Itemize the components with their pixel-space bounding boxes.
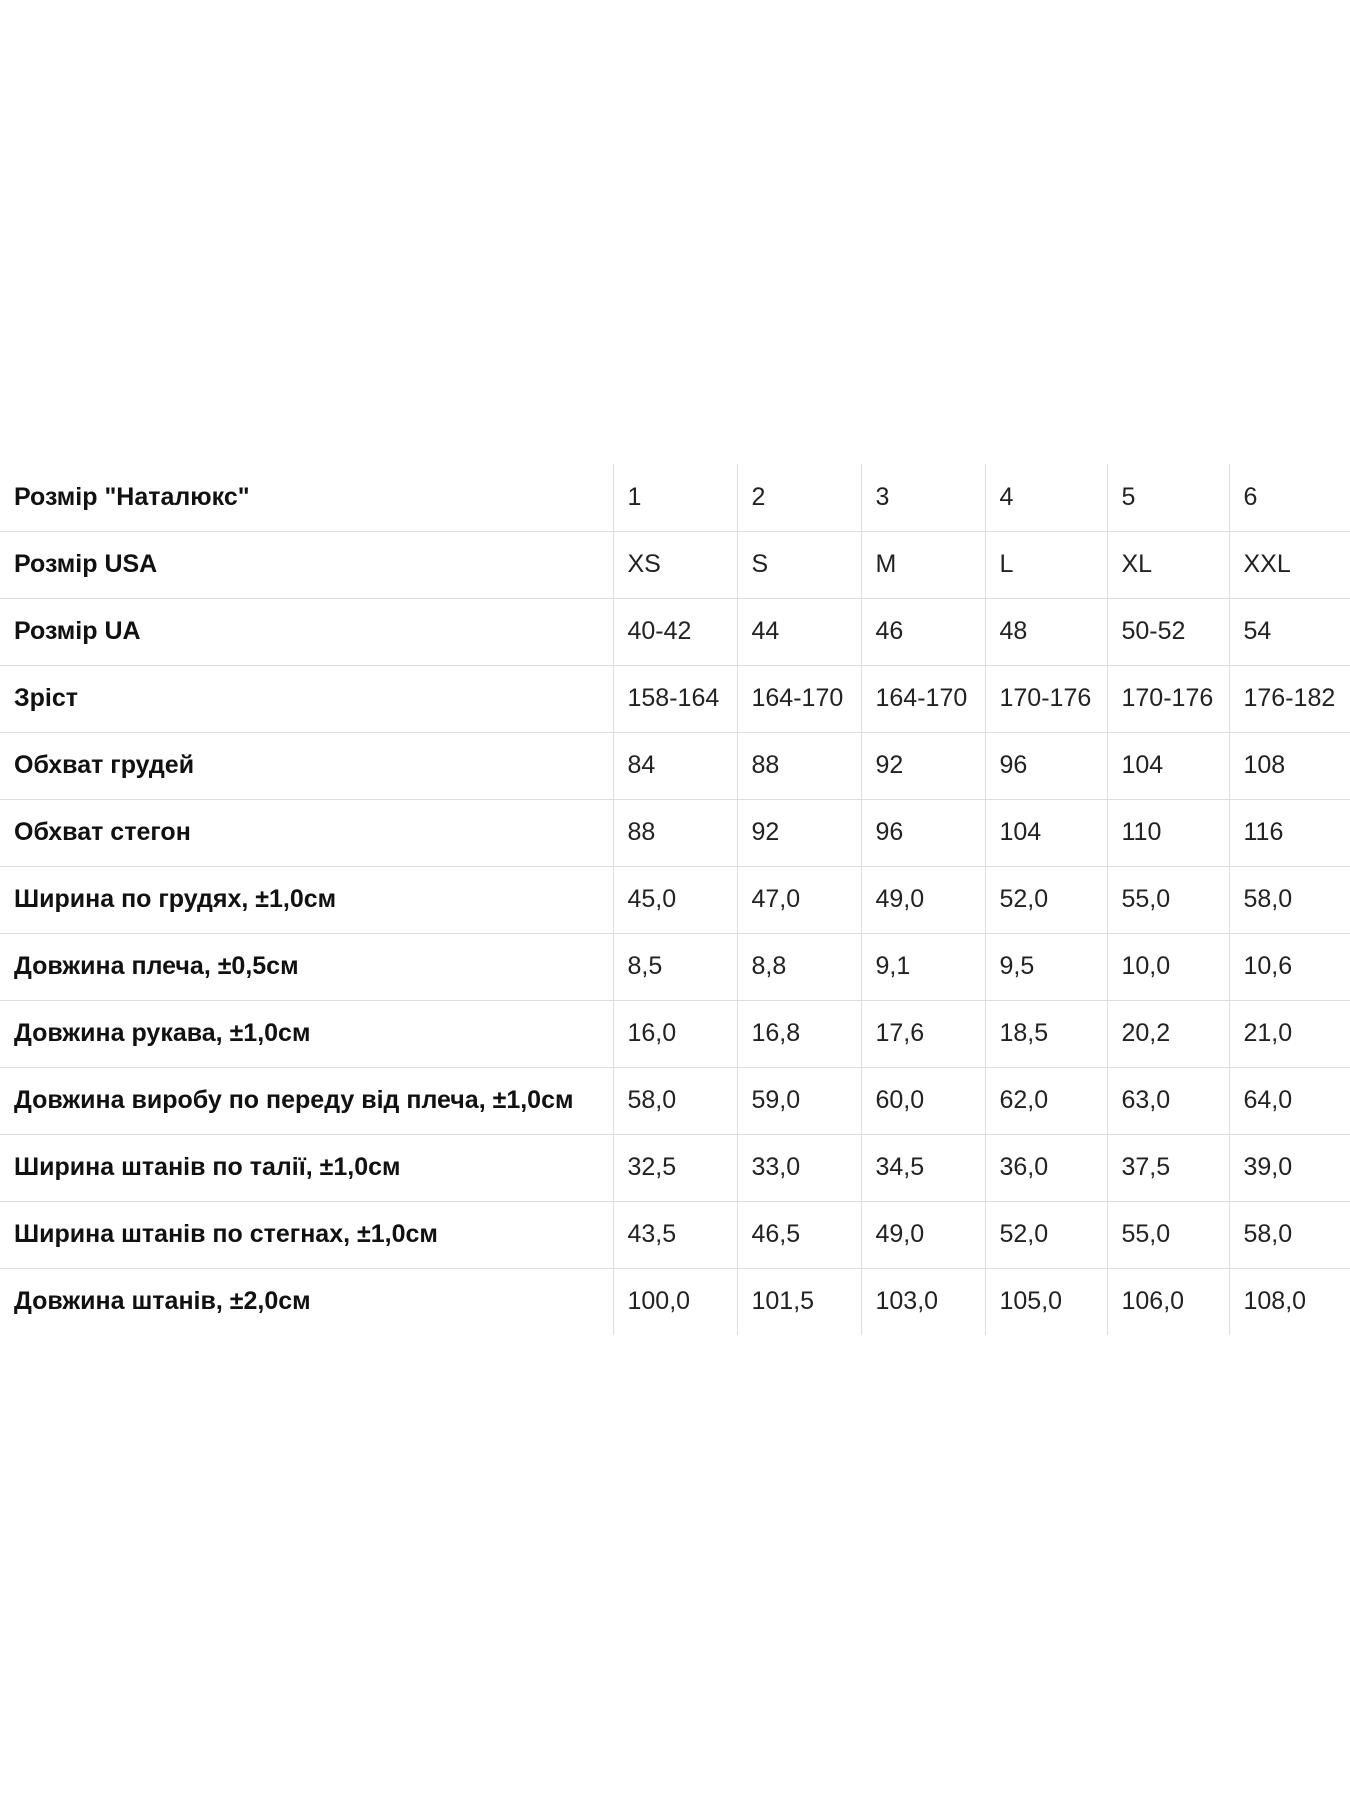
table-row (0, 598, 1350, 665)
table-cell: 46 (861, 598, 985, 665)
table-row (0, 1201, 1350, 1268)
table-cell: 21,0 (1229, 1000, 1350, 1067)
size-chart-table (0, 464, 1350, 1335)
table-cell: 50-52 (1107, 598, 1229, 665)
table-cell: 52,0 (985, 866, 1107, 933)
table-cell: XS (613, 531, 737, 598)
table-cell: 164-170 (737, 665, 861, 732)
table-cell: XL (1107, 531, 1229, 598)
table-cell: 47,0 (737, 866, 861, 933)
table-cell: 10,6 (1229, 933, 1350, 1000)
table-cell: 170-176 (985, 665, 1107, 732)
table-cell: 104 (1107, 732, 1229, 799)
table-cell: 54 (1229, 598, 1350, 665)
table-cell: 8,8 (737, 933, 861, 1000)
table-row (0, 1268, 1350, 1335)
table-cell: 46,5 (737, 1201, 861, 1268)
table-cell: 43,5 (613, 1201, 737, 1268)
table-cell: 58,0 (613, 1067, 737, 1134)
table-row (0, 1134, 1350, 1201)
table-cell: 96 (985, 732, 1107, 799)
table-cell: 63,0 (1107, 1067, 1229, 1134)
table-cell: 59,0 (737, 1067, 861, 1134)
table-cell: 5 (1107, 464, 1229, 531)
row-label: Розмір "Наталюкс" (0, 464, 613, 531)
row-label: Розмір UA (0, 598, 613, 665)
table-cell: 88 (613, 799, 737, 866)
row-label: Довжина плеча, ±0,5см (0, 933, 613, 1000)
table-cell: 108,0 (1229, 1268, 1350, 1335)
table-cell: 88 (737, 732, 861, 799)
table-cell: 16,0 (613, 1000, 737, 1067)
table-cell: 55,0 (1107, 866, 1229, 933)
row-label: Довжина виробу по переду від плеча, ±1,0см (0, 1067, 613, 1134)
table-cell: 3 (861, 464, 985, 531)
table-row (0, 1067, 1350, 1134)
table-cell: 105,0 (985, 1268, 1107, 1335)
table-cell: 103,0 (861, 1268, 985, 1335)
table-cell: 17,6 (861, 1000, 985, 1067)
table-row (0, 866, 1350, 933)
table-cell: 9,5 (985, 933, 1107, 1000)
table-cell: 158-164 (613, 665, 737, 732)
table-cell: 1 (613, 464, 737, 531)
row-label: Ширина по грудях, ±1,0см (0, 866, 613, 933)
row-label: Ширина штанів по талії, ±1,0см (0, 1134, 613, 1201)
table-cell: 110 (1107, 799, 1229, 866)
table-cell: XXL (1229, 531, 1350, 598)
table-cell: 92 (861, 732, 985, 799)
table-cell: 64,0 (1229, 1067, 1350, 1134)
table-row (0, 799, 1350, 866)
row-label: Довжина штанів, ±2,0см (14, 1287, 311, 1316)
row-label: Розмір USA (0, 531, 613, 598)
table-cell: 32,5 (613, 1134, 737, 1201)
table-row (0, 531, 1350, 598)
table-cell: 34,5 (861, 1134, 985, 1201)
table-cell: 84 (613, 732, 737, 799)
table-cell: 55,0 (1107, 1201, 1229, 1268)
row-label: Обхват стегон (0, 799, 613, 866)
table-cell: 48 (985, 598, 1107, 665)
table-row (0, 665, 1350, 732)
table-cell: 108 (1229, 732, 1350, 799)
row-label: Обхват грудей (0, 732, 613, 799)
table-cell: 104 (985, 799, 1107, 866)
table-cell: 58,0 (1229, 1201, 1350, 1268)
table-cell: 60,0 (861, 1067, 985, 1134)
table-cell: 20,2 (1107, 1000, 1229, 1067)
row-label: Довжина рукава, ±1,0см (0, 1000, 613, 1067)
table-row (0, 464, 1350, 531)
row-label: Ширина штанів по стегнах, ±1,0см (0, 1201, 613, 1268)
table-cell: 33,0 (737, 1134, 861, 1201)
table-cell: 44 (737, 598, 861, 665)
table-cell: 101,5 (737, 1268, 861, 1335)
table-cell: 2 (737, 464, 861, 531)
table-cell: 39,0 (1229, 1134, 1350, 1201)
table-cell: 16,8 (737, 1000, 861, 1067)
table-cell: 100,0 (613, 1268, 737, 1335)
table-row (0, 1000, 1350, 1067)
table-row (0, 933, 1350, 1000)
table-cell: 37,5 (1107, 1134, 1229, 1201)
table-cell: 9,1 (861, 933, 985, 1000)
table-cell: 116 (1229, 799, 1350, 866)
table-cell: 4 (985, 464, 1107, 531)
table-cell: 164-170 (861, 665, 985, 732)
table-cell: 8,5 (613, 933, 737, 1000)
table-cell: M (861, 531, 985, 598)
table-cell: 62,0 (985, 1067, 1107, 1134)
table-cell: 106,0 (1107, 1268, 1229, 1335)
table-cell: 170-176 (1107, 665, 1229, 732)
table-cell: 10,0 (1107, 933, 1229, 1000)
table-cell: S (737, 531, 861, 598)
table-cell: L (985, 531, 1107, 598)
table-cell: 18,5 (985, 1000, 1107, 1067)
table-row (0, 732, 1350, 799)
table-cell: 58,0 (1229, 866, 1350, 933)
table-cell: 49,0 (861, 1201, 985, 1268)
table-cell: 176-182 (1229, 665, 1350, 732)
table-cell: 92 (737, 799, 861, 866)
table-cell: 36,0 (985, 1134, 1107, 1201)
table-cell: 52,0 (985, 1201, 1107, 1268)
table-cell: 45,0 (613, 866, 737, 933)
table-cell: 96 (861, 799, 985, 866)
table-cell: 40-42 (613, 598, 737, 665)
table-cell: 6 (1229, 464, 1350, 531)
row-label: Зріст (0, 665, 613, 732)
table-cell: 49,0 (861, 866, 985, 933)
